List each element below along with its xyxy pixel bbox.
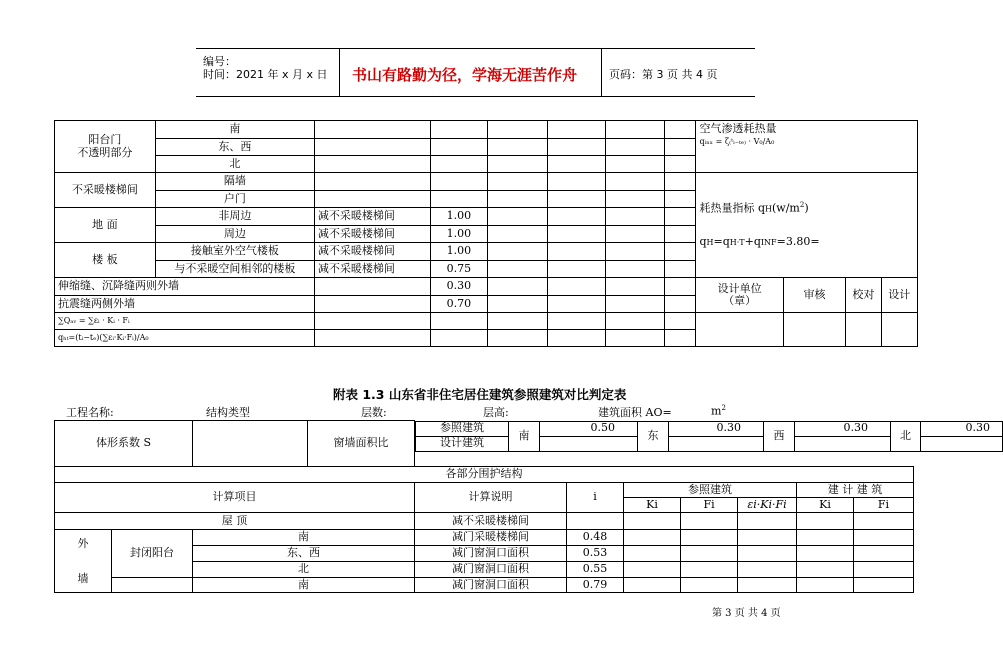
header-bottom-rule [196, 96, 755, 97]
envelope-label: 各部分围护结构 [55, 467, 914, 483]
motto: 书山有路勤为径，学海无涯苦作舟 [352, 66, 578, 84]
value-2: 1.00 [431, 226, 487, 243]
expansion-joint-label: 伸缩缝、沉降缝两则外墙 [55, 278, 315, 296]
design-building-label: 设计建筑 [416, 436, 509, 451]
unit-door-label: 户门 [155, 191, 314, 208]
row-note: 减门窗洞口面积 [415, 546, 567, 562]
page-label: 页码：第 3 页 共 4 页 [609, 68, 718, 81]
value-1: 1.00 [431, 208, 487, 226]
design-label: 设计 [881, 278, 917, 313]
formula-sum: ∑Qₐᵥ = ∑εᵢ · Kᵢ · Fᵢ [55, 313, 315, 330]
row-dir: 北 [193, 562, 415, 578]
heat-loss-table [54, 120, 918, 347]
heat-index-label: 耗热量指标 q [699, 201, 766, 215]
floors-label: 层数: [361, 406, 387, 419]
minus-stair-note: 减不采暖楼梯间 [314, 243, 430, 261]
floor-height-label: 层高: [483, 406, 509, 419]
row-dir: 东、西 [193, 546, 415, 562]
minus-stair-note: 减不采暖楼梯间 [314, 226, 430, 243]
row-note: 减门窗洞口面积 [415, 562, 567, 578]
unheated-stair-label: 不采暖楼梯间 [55, 173, 156, 208]
row-note: 减门采暖楼梯间 [415, 530, 567, 546]
dir-south: 南 [155, 121, 314, 139]
heat-index-cell: 耗热量指标 $qH(w/m^2)$ qH=qH·T+qINF=3.80= [696, 173, 918, 278]
perimeter-label: 周边 [155, 226, 314, 243]
number-label: 编号： [203, 55, 236, 68]
header-divider-right [601, 48, 602, 97]
heat-index-unit: (w/m [772, 201, 800, 215]
ki-header: Ki [624, 498, 681, 513]
formula-qht: qₕₜ=(tᵢ−tₑ)(∑εᵢ·Kᵢ·Fᵢ)/A₀ [55, 330, 315, 347]
closed-balcony-label: 封闭阳台 [112, 530, 193, 578]
value-5: 0.30 [431, 278, 487, 296]
q-inf-formula: qᵢₙₓ = ζ₍ᵗᵢ₋ₜₑ₎ · V₀/A₀ [699, 137, 775, 147]
row-value: 0.53 [567, 546, 624, 562]
ratio-south: 0.50 [540, 421, 638, 436]
floor-unheated-label: 与不采暖空间相邻的楼板 [155, 261, 314, 278]
heat-index-formula: q [699, 235, 707, 249]
heat-index-formula-rest: =q [713, 235, 730, 249]
ki-header: Ki [797, 498, 854, 513]
window-wall-ratio-label: 窗墙面积比 [308, 421, 415, 467]
roof-note: 减不采暖楼梯间 [415, 513, 567, 530]
header-top-rule [196, 48, 755, 49]
area-unit: $m^2$ [711, 404, 726, 418]
heat-index-end: =3.80= [776, 235, 820, 249]
design-unit-label: 设计单位 （章） [696, 278, 783, 313]
time-label: 时间：2021 年 x 月 x 日 [203, 68, 328, 81]
minus-stair-note: 减不采暖楼梯间 [314, 208, 430, 226]
roof-label: 屋 顶 [55, 513, 415, 530]
outer-wall-label: 外 墙 [55, 530, 112, 593]
fi-header: Fi [854, 498, 914, 513]
table2-title: 附表 1.3 山东省非住宅居住建筑参照建筑对比判定表 [333, 387, 627, 402]
fi-header: Fi [681, 498, 738, 513]
eki-header: εi·Ki·Fi [738, 498, 797, 513]
floor-label: 楼 板 [55, 243, 156, 278]
air-infiltration-cell [696, 121, 918, 173]
floor-outdoor-label: 接触室外空气楼板 [155, 243, 314, 261]
dir-north: 北 [155, 156, 314, 173]
ratio-subtable [415, 421, 1003, 452]
minus-stair-note: 减不采暖楼梯间 [314, 261, 430, 278]
row-note: 减门窗洞口面积 [415, 578, 567, 593]
dir-west-2: 西 [764, 421, 795, 451]
ground-label: 地 面 [55, 208, 156, 243]
seismic-joint-label: 抗震缝两侧外墙 [55, 296, 315, 313]
calc-item-header: 计算项目 [55, 483, 415, 513]
i-header: i [567, 483, 624, 513]
ratio-north: 0.30 [921, 421, 1003, 436]
dir-north-2: 北 [891, 421, 921, 451]
dir-east-west: 东、西 [155, 139, 314, 156]
ratio-west: 0.30 [795, 421, 891, 436]
calc-note-header: 计算说明 [415, 483, 567, 513]
design-building-header: 建 计 建 筑 [797, 483, 914, 498]
value-4: 0.75 [431, 261, 487, 278]
reference-building-table [54, 420, 991, 593]
project-name-label: 工程名称: [66, 406, 114, 419]
structure-type-label: 结构类型 [206, 406, 250, 419]
balcony-door-label: 阳台门 不透明部分 [55, 121, 156, 173]
row-value: 0.55 [567, 562, 624, 578]
ref-building-label: 参照建筑 [416, 421, 509, 436]
dir-east-2: 东 [638, 421, 669, 451]
ratio-east: 0.30 [669, 421, 764, 436]
non-perimeter-label: 非周边 [155, 208, 314, 226]
value-6: 0.70 [431, 296, 487, 313]
building-area-label: 建筑面积 AO= [598, 406, 672, 419]
header-divider-left [339, 48, 340, 97]
proofread-label: 校对 [846, 278, 881, 313]
page-footer: 第 3 页 共 4 页 [712, 608, 781, 619]
partition-wall-label: 隔墙 [155, 173, 314, 191]
value-3: 1.00 [431, 243, 487, 261]
shape-coef-label: 体形系数 S [55, 421, 193, 467]
row-value: 0.48 [567, 530, 624, 546]
dir-south-2: 南 [509, 421, 540, 451]
ref-building-header: 参照建筑 [624, 483, 797, 498]
row-value: 0.79 [567, 578, 624, 593]
row-dir: 南 [193, 530, 415, 546]
area-unit-text: m [711, 404, 722, 418]
air-infiltration-label: 空气渗透耗热量 [699, 122, 777, 135]
row-dir: 南 [193, 578, 415, 593]
heat-index-value: +q [744, 235, 761, 249]
review-label: 审核 [783, 278, 845, 313]
